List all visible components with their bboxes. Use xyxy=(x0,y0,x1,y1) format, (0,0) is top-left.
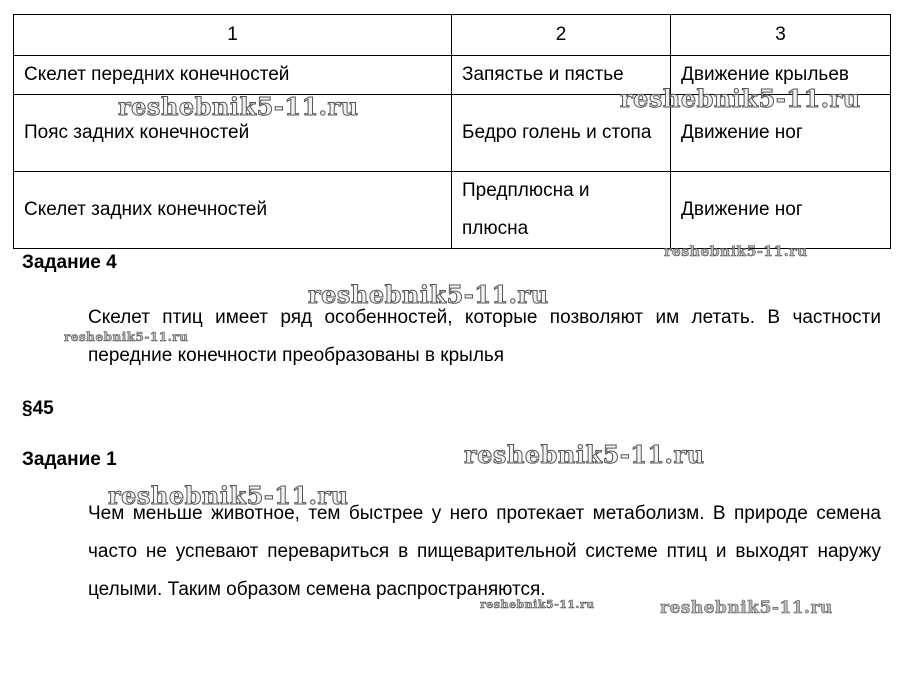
table-cell: Движение ног xyxy=(671,95,891,172)
table-cell: Движение крыльев xyxy=(671,56,891,95)
table-row xyxy=(14,172,891,249)
watermark: reshebnik5-11.ru xyxy=(480,598,595,611)
answer-table xyxy=(13,14,891,249)
task-1-text: Чем меньше животное, тем быстрее у него протекает метаболизм. В природе семена часто не успевают перевариться в пищеварительной системе птиц и выходят наружу целыми. Таким образом семена распространяются. xyxy=(88,503,881,600)
watermark: reshebnik5-11.ru xyxy=(308,280,549,309)
column-header: 1 xyxy=(14,15,452,56)
table-cell: Пояс задних конечностей xyxy=(14,95,452,172)
watermark: reshebnik5-11.ru xyxy=(118,92,359,121)
table-cell: Запястье и пястье xyxy=(452,56,671,95)
table-cell: Предплюсна и плюсна xyxy=(452,172,671,249)
task-4-text: Скелет птиц имеет ряд особенностей, которые позволяют им летать. В частности передние конечности преобразованы в крылья xyxy=(88,307,881,366)
section-number: §45 xyxy=(22,398,54,419)
table-header-row xyxy=(14,15,891,56)
watermark: reshebnik5-11.ru xyxy=(108,481,349,510)
table-cell: Бедро голень и стопа xyxy=(452,95,671,172)
table-cell: Скелет передних конечностей xyxy=(14,56,452,95)
watermark: reshebnik5-11.ru xyxy=(664,244,808,260)
watermark: reshebnik5-11.ru xyxy=(464,440,705,469)
task-4-heading: Задание 4 xyxy=(22,252,117,273)
table-cell: Скелет задних конечностей xyxy=(14,172,452,249)
watermark: reshebnik5-11.ru xyxy=(660,598,833,618)
column-header: 3 xyxy=(671,15,891,56)
watermark: reshebnik5-11.ru xyxy=(64,330,189,344)
watermark: reshebnik5-11.ru xyxy=(620,84,861,113)
table-cell: Движение ног xyxy=(671,172,891,249)
task-1-heading: Задание 1 xyxy=(22,449,117,470)
column-header: 2 xyxy=(452,15,671,56)
